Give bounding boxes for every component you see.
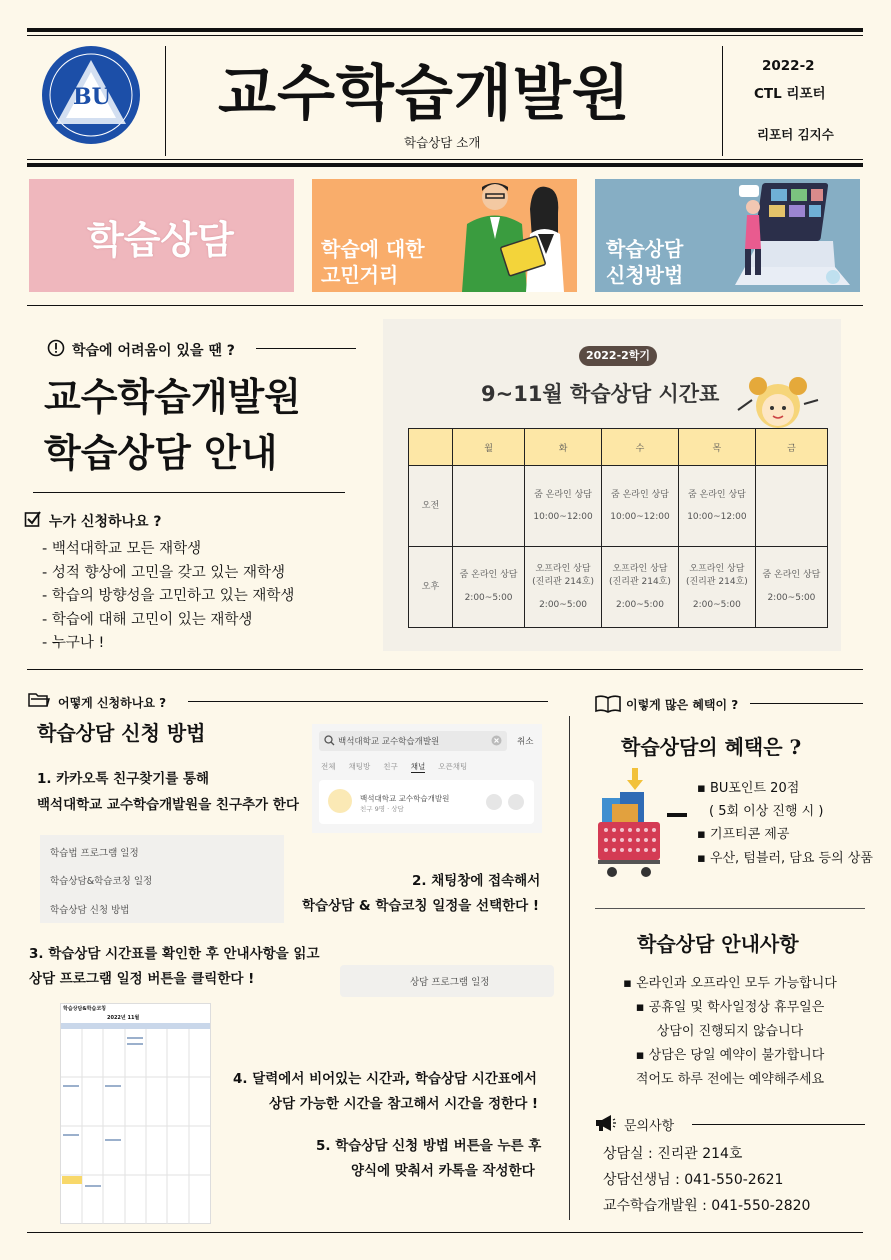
benefit-item: ▪ BU포인트 20점 (697, 781, 800, 796)
kakao-tab: 오픈채팅 (438, 762, 468, 771)
intro-title-line2: 학습상담 안내 (44, 430, 278, 475)
benefit-item: ( 5회 이상 진행 시 ) (709, 804, 824, 819)
day-header: 수 (602, 429, 679, 466)
day-header: 목 (678, 429, 755, 466)
shopping-cart-icon (594, 768, 664, 880)
kakao-result-sub: 친구 9명 · 상담 (360, 805, 404, 813)
step4-line1: 4. 달력에서 비어있는 시간과, 학습상담 시간표에서 (233, 1071, 537, 1087)
notice-item: ▪ 온라인과 오프라인 모두 가능합니다 (623, 976, 837, 991)
notice-item: 상담이 진행되지 않습니다 (656, 1024, 804, 1039)
step4-line2: 상담 가능한 시간을 참고해서 시간을 정한다 ! (269, 1096, 539, 1112)
top-rule-thin (27, 35, 863, 36)
schedule-cell: 줌 온라인 상담 10:00~12:00 (602, 466, 679, 547)
banner-concerns[interactable] (312, 179, 577, 292)
notices-title: 학습상담 안내사항 (637, 932, 799, 956)
banner-counseling-label: 학습상담 (87, 218, 234, 262)
list-item: - 백석대학교 모든 재학생 (42, 541, 202, 557)
row-label-am: 오전 (409, 466, 453, 547)
list-item: - 성적 향상에 고민을 갖고 있는 재학생 (42, 564, 285, 581)
masthead-title: 교수학습개발원 (218, 59, 631, 129)
intro-title-underline (33, 492, 345, 493)
benefits-question-line (750, 703, 863, 704)
banner-apply-line1: 학습상담 (606, 237, 684, 261)
chat-menu-screenshot (40, 835, 284, 923)
chat-icon (486, 794, 502, 810)
program-schedule-button-label: 상담 프로그램 일정 (410, 977, 490, 988)
benefit-item: ▪ 우산, 텀블러, 담요 등의 상품 (697, 851, 873, 866)
list-item: - 학습의 방향성을 고민하고 있는 재학생 (42, 588, 295, 604)
kakao-tabs (321, 761, 467, 773)
reporter-name: 리포터 김지수 (757, 127, 834, 142)
contact-item: 상담실 : 진리관 214호 (603, 1146, 743, 1162)
contact-heading-line (692, 1124, 865, 1125)
schedule-cell (755, 466, 827, 547)
schedule-cell (453, 466, 525, 547)
masthead-divider-left (165, 46, 166, 156)
checkbox-icon (24, 510, 42, 528)
benefit-item: ▪ 기프티콘 제공 (697, 827, 790, 842)
kakao-tab: 친구 (383, 762, 398, 771)
step2-line1: 2. 채팅창에 접속해서 (412, 873, 541, 889)
clear-icon (491, 735, 502, 746)
kakao-tab: 전체 (321, 762, 336, 771)
book-icon (594, 694, 622, 714)
schedule-cell: 오프라인 상담 (진리관 214호) 2:00~5:00 (602, 547, 679, 628)
top-rule (27, 28, 863, 32)
notices-list (595, 972, 865, 1092)
table-row (409, 547, 828, 628)
semester-badge: 2022-2학기 (579, 346, 657, 366)
bottom-rule (27, 1232, 863, 1233)
masthead-bottom-thin (27, 159, 863, 160)
schedule-cell: 오프라인 상담 (진리관 214호) 2:00~5:00 (525, 547, 602, 628)
schedule-cell: 오프라인 상담 (진리관 214호) 2:00~5:00 (678, 547, 755, 628)
notice-item: ▪ 상담은 당일 예약이 불가합니다 (635, 1048, 825, 1063)
schedule-table (408, 428, 828, 628)
kakao-tab: 채팅방 (348, 762, 371, 771)
list-item: - 학습에 대해 고민이 있는 재학생 (42, 611, 253, 628)
schedule-cell: 줌 온라인 상담 10:00~12:00 (525, 466, 602, 547)
section-rule-2 (27, 669, 863, 670)
step3-line2: 상담 프로그램 일정 버튼을 클릭한다 ! (29, 971, 255, 987)
kakao-search-screenshot (312, 724, 542, 833)
masthead-bottom-rule (27, 163, 863, 167)
child-character-illustration (728, 370, 824, 432)
step5-line1: 5. 학습상담 신청 방법 버튼을 누른 후 (316, 1138, 542, 1154)
step1-line2: 백석대학교 교수학습개발원을 친구추가 한다 (37, 797, 299, 813)
benefits-divider (595, 908, 865, 909)
calendar-screenshot (60, 1003, 211, 1224)
column-divider (569, 716, 570, 1220)
howto-question: 어떻게 신청하나요 ? (58, 696, 167, 710)
chat-menu-item[interactable]: 학습상담&학습코칭 일정 (50, 876, 153, 887)
banner-concerns-line2: 고민거리 (321, 263, 399, 287)
report-name: CTL 리포터 (754, 86, 826, 102)
intro-question-line (256, 348, 356, 349)
howto-question-line (188, 701, 548, 702)
calendar-month: 2022년 11월 (107, 1015, 140, 1021)
megaphone-icon (594, 1114, 616, 1132)
schedule-cell: 줌 온라인 상담 2:00~5:00 (453, 547, 525, 628)
day-header: 금 (755, 429, 827, 466)
step5-line2: 양식에 맞춰서 카톡을 작성한다 (351, 1163, 535, 1179)
schedule-cell: 줌 온라인 상담 2:00~5:00 (755, 547, 827, 628)
chat-menu-item[interactable]: 학습상담 신청 방법 (50, 905, 130, 916)
kakao-channel-avatar (328, 789, 352, 813)
schedule-title: 9~11월 학습상담 시간표 (481, 382, 720, 406)
who-list (42, 538, 294, 656)
day-header: 화 (525, 429, 602, 466)
who-heading: 누가 신청하나요 ? (49, 514, 162, 530)
notice-item: ▪ 공휴일 및 학사일정상 휴무일은 (635, 1000, 825, 1015)
intro-title-line1: 교수학습개발원 (44, 374, 301, 419)
banner-concerns-line1: 학습에 대한 (321, 237, 425, 261)
program-schedule-button[interactable] (340, 965, 554, 997)
banner-apply[interactable] (595, 179, 860, 292)
search-icon (324, 735, 335, 746)
benefits-title: 학습상담의 혜택은 ? (621, 735, 802, 759)
contact-item: 상담선생님 : 041-550-2621 (603, 1172, 784, 1188)
banner-apply-line2: 신청방법 (606, 263, 684, 287)
masthead-divider-right (722, 46, 723, 156)
step1-line1: 1. 카카오톡 친구찾기를 통해 (37, 771, 210, 787)
section-rule-1 (27, 305, 863, 306)
issue-number: 2022-2 (762, 58, 815, 74)
benefits-question: 이렇게 많은 혜택이 ? (626, 698, 739, 712)
masthead-subtitle: 학습상담 소개 (404, 135, 481, 150)
people-illustration (442, 179, 577, 292)
laptop-illustration (725, 179, 860, 292)
add-channel-icon (508, 794, 524, 810)
exclamation-icon (47, 339, 65, 357)
chat-menu-item[interactable]: 학습법 프로그램 일정 (50, 848, 139, 859)
contact-item: 교수학습개발원 : 041-550-2820 (603, 1198, 811, 1214)
folder-icon (28, 692, 50, 708)
benefit-dash (667, 813, 687, 817)
logo-text: BU (73, 84, 111, 110)
kakao-search-text: 백석대학교 교수학습개발원 (338, 737, 440, 747)
howto-title: 학습상담 신청 방법 (37, 721, 206, 745)
table-row (409, 466, 828, 547)
schedule-cell: 줌 온라인 상담 10:00~12:00 (678, 466, 755, 547)
kakao-cancel: 취소 (517, 737, 534, 747)
kakao-tab: 채널 (410, 762, 426, 771)
banner-counseling[interactable] (29, 179, 294, 292)
bu-logo (42, 46, 140, 144)
contact-heading: 문의사항 (624, 1119, 675, 1134)
contact-list (603, 1141, 810, 1219)
intro-question: 학습에 어려움이 있을 땐 ? (72, 343, 235, 359)
calendar-grid (61, 1029, 210, 1224)
kakao-result-name: 백석대학교 교수학습개발원 (360, 794, 450, 803)
table-row (409, 429, 828, 466)
step2-line2: 학습상담 & 학습코칭 일정을 선택한다 ! (302, 898, 540, 914)
step3-line1: 3. 학습상담 시간표를 확인한 후 안내사항을 읽고 (29, 946, 320, 962)
list-item: - 누구나 ! (42, 635, 105, 651)
row-label-pm: 오후 (409, 547, 453, 628)
day-header: 월 (453, 429, 525, 466)
notice-item: 적어도 하루 전에는 예약해주세요 (635, 1072, 825, 1087)
calendar-title: 학습상담&학습코칭 (63, 1006, 107, 1012)
table-corner-cell (409, 429, 453, 466)
